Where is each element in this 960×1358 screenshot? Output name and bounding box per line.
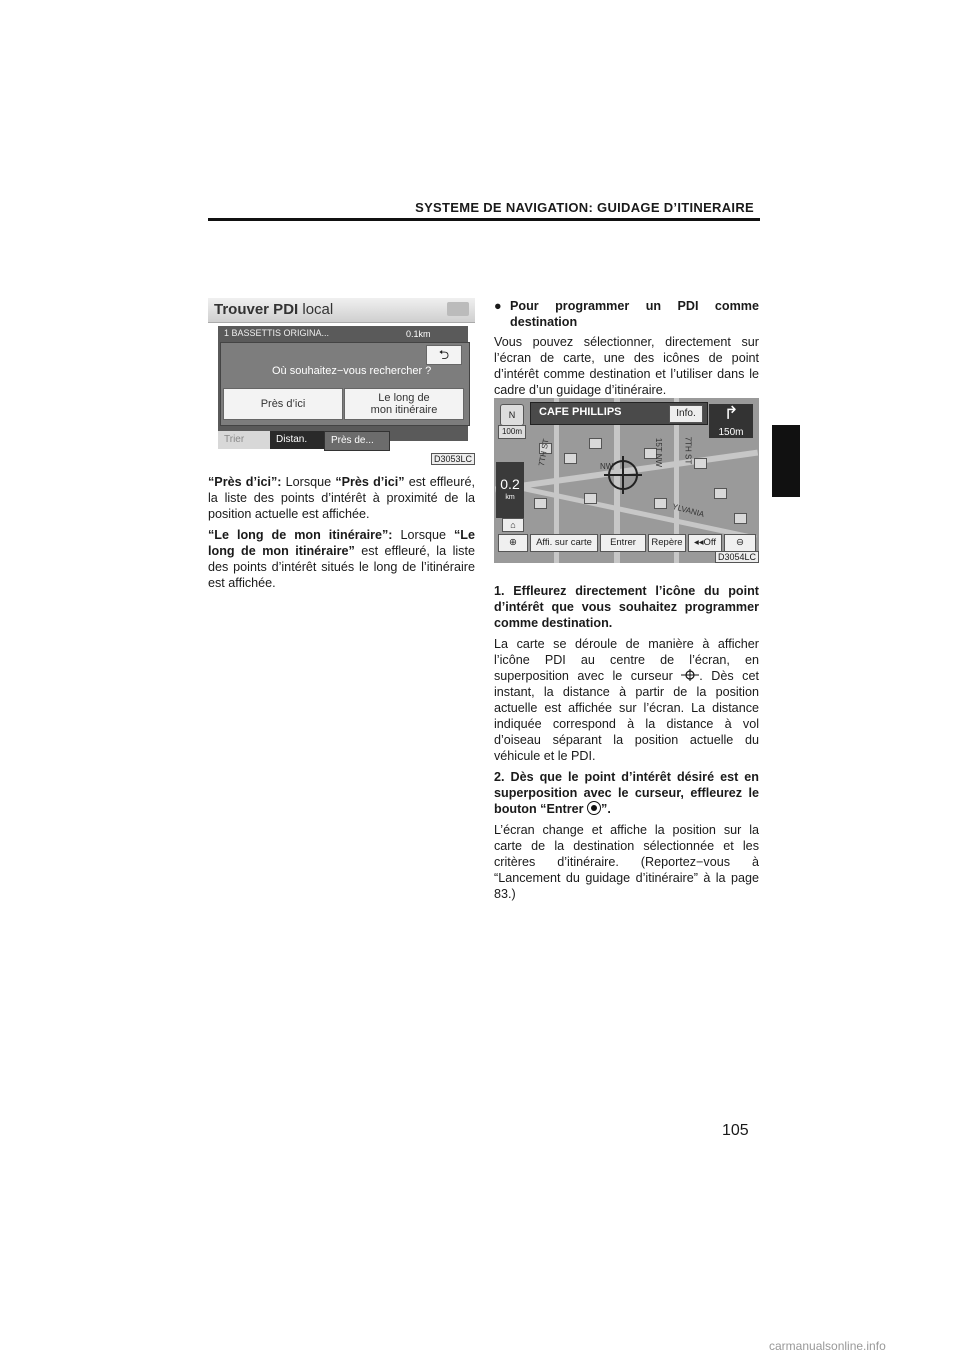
chapter-side-tab <box>772 425 800 497</box>
poi-icon[interactable] <box>584 493 597 504</box>
street-label: 15T NW <box>654 437 664 468</box>
locate-button[interactable]: ⌂ <box>502 518 524 532</box>
along-route-paragraph: “Le long de mon itinéraire”: Lorsque “Le long de mon itinéraire” est effleuré, la liste des points d’intérêt situés le long de l’itinéraire est affichée. <box>208 528 475 590</box>
bullet-icon: ● <box>494 299 502 313</box>
watermark: carmanualsonline.info <box>769 1339 886 1353</box>
map-bottom-bar <box>494 534 759 552</box>
compass-icon[interactable]: N <box>500 404 524 426</box>
street-label: 7TH ST <box>536 438 551 467</box>
show-on-map-button[interactable]: Affi. sur carte <box>530 534 598 552</box>
next-turn-indicator: ↱ 150m <box>709 404 753 438</box>
right-column-text <box>494 298 759 907</box>
mark-button[interactable]: Repère <box>648 534 686 552</box>
figure-code: D3053LC <box>431 453 475 465</box>
enter-icon <box>587 801 601 815</box>
poi-search-screenshot <box>208 298 475 465</box>
near-here-paragraph: “Près d’ici”: Lorsque “Près d’ici” est effleuré, la liste des points d’intérêt à proximité de la position actuelle est affichée. <box>208 475 475 521</box>
poi-icon[interactable] <box>564 453 577 464</box>
poi-name: CAFE PHILLIPS <box>539 406 622 418</box>
section-bullet-title: ● Pour programmer un PDI comme destination <box>494 299 759 329</box>
page-number: 105 <box>722 1122 749 1139</box>
info-button[interactable]: Info. <box>669 405 703 423</box>
street-label: 7TH ST <box>683 436 693 465</box>
along-route-label-1: Le long de <box>378 392 430 404</box>
tab-distance[interactable]: Distan. <box>270 431 328 449</box>
screen-title-bar <box>208 298 475 323</box>
map-cursor-icon <box>608 460 638 490</box>
step-1-body: La carte se déroule de manière à afficher l’icône PDI au centre de l’écran, en superposition avec le curseur . Dès cet instant, la distance à partir de la position actuelle est affichée sur l’écran. La distance indiquée correspond à la distance à vol d’oiseau séparant la position actuelle du véhicule et le PDI. <box>494 637 759 763</box>
poi-icon[interactable] <box>694 458 707 469</box>
list-item: 1 BASSETTIS ORIGINA... <box>224 328 330 338</box>
map-icon <box>447 302 469 316</box>
street-label: NW <box>600 462 614 471</box>
back-button[interactable]: ⮌ <box>426 345 462 365</box>
map-screenshot <box>494 398 759 563</box>
step-2-body: L’écran change et affiche la position sur la carte de la destination sélectionnée et les critères d’itinéraire. (Reportez−vous à “Lancement du guidage d’itinéraire” à la page 83.) <box>494 823 759 901</box>
turn-right-icon: ↱ <box>723 403 739 423</box>
intro-paragraph: Vous pouvez sélectionner, directement sur l’écran de carte, une des icônes de point d’intérêt comme destination et l’utiliser dans le cadre d’un guidage d’itinéraire. <box>494 335 759 397</box>
list-item-distance: 0.1km <box>406 329 431 339</box>
distance-readout: 0.2 km <box>496 462 524 518</box>
tab-near[interactable]: Près de... <box>324 431 390 451</box>
dialog-question: Où souhaitez−vous rechercher ? <box>272 365 432 377</box>
step-1-heading: 1. Effleurez directement l’icône du point d’intérêt que vous souhaitez programmer comme destination. <box>494 584 759 630</box>
along-route-label-2: mon itinéraire <box>370 404 438 416</box>
screen-title: Trouver PDI local <box>214 301 334 318</box>
enter-button[interactable]: Entrer <box>600 534 646 552</box>
poi-name-bar <box>530 402 708 425</box>
near-here-button[interactable]: Près d’ici <box>223 388 343 420</box>
off-button[interactable]: ◂◂Off <box>688 534 722 552</box>
step-2-heading: 2. Dès que le point d’intérêt désiré est en superposition avec le curseur, effleurez le bouton “Entrer ”. <box>494 770 759 816</box>
cursor-icon <box>681 669 699 681</box>
zoom-in-button[interactable]: ⊕ <box>498 534 528 552</box>
poi-icon[interactable] <box>654 498 667 509</box>
zoom-out-button[interactable]: ⊖ <box>724 534 756 552</box>
left-column-text <box>208 474 475 596</box>
along-route-button[interactable] <box>344 388 464 420</box>
page-header-title: SYSTEME DE NAVIGATION: GUIDAGE D’ITINERAIRE <box>415 200 754 215</box>
street-label: YLVANIA <box>671 501 706 520</box>
poi-icon[interactable] <box>714 488 727 499</box>
sort-tabs <box>218 429 468 451</box>
tab-sort: Trier <box>218 431 270 449</box>
poi-icon[interactable] <box>734 513 747 524</box>
map-scale: 100m <box>498 425 526 439</box>
figure-code: D3054LC <box>715 551 759 563</box>
header-rule <box>208 218 760 221</box>
poi-icon[interactable] <box>534 498 547 509</box>
poi-icon[interactable] <box>589 438 602 449</box>
